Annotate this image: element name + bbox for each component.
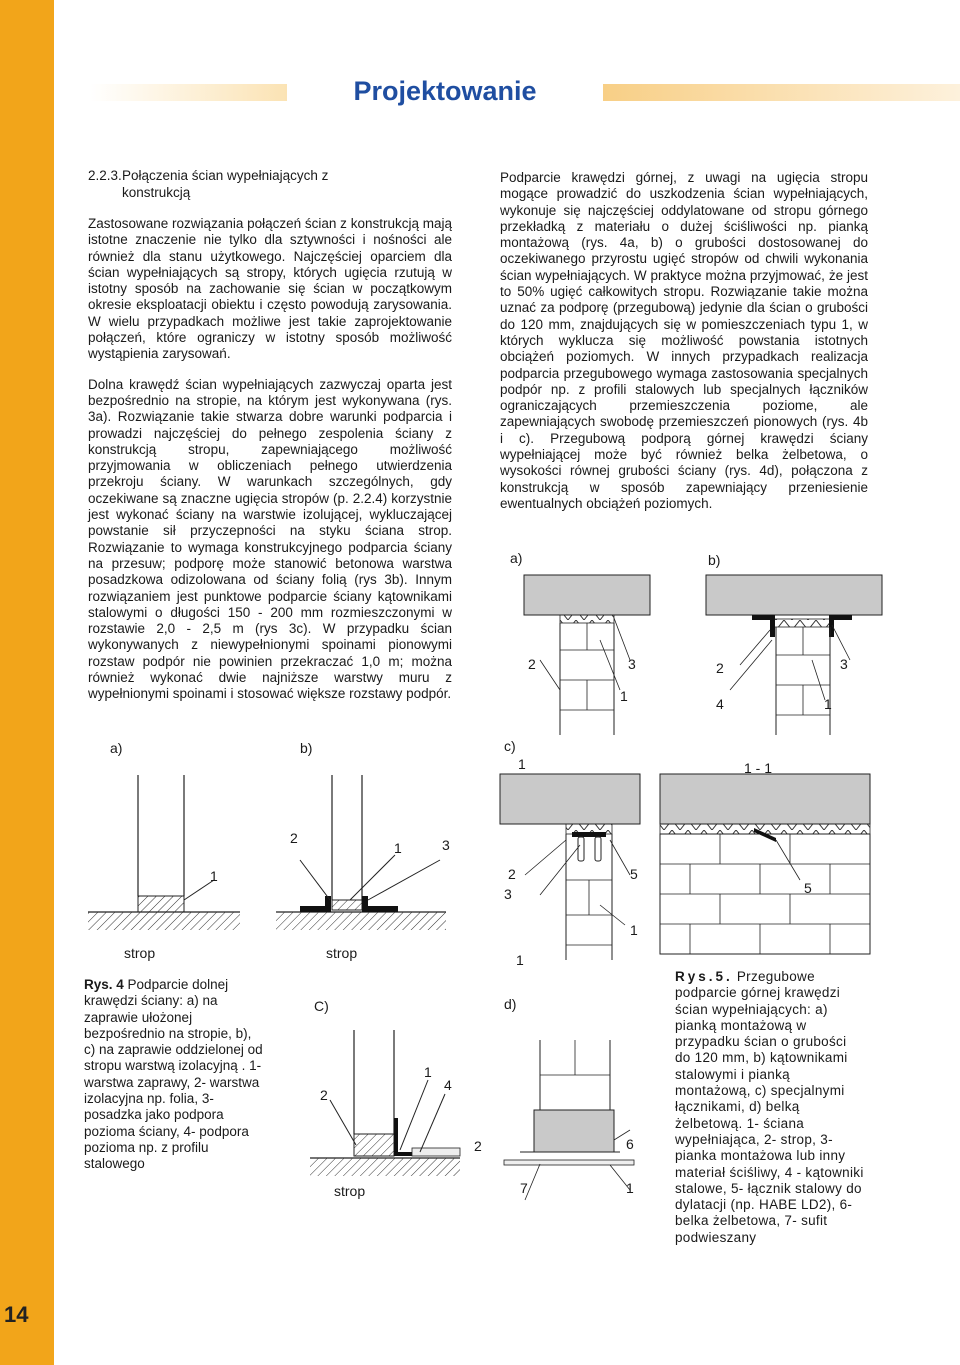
fig4b-number-2: 2 [716,660,724,676]
fig3-label-b: b) [300,740,313,756]
fig3-caption-title: Rys. 4 [84,977,124,992]
fig4c-section-label: 1 - 1 [744,760,773,776]
section-heading-line1: Połączenia ścian wypełniających z [122,168,329,183]
fig3a-number-1: 1 [210,868,218,884]
fig3c-number-1: 1 [424,1064,432,1080]
fig4c-section-number-5: 5 [804,880,812,896]
fig4a-number-3: 3 [628,656,636,672]
paragraph: Dolna krawędź ścian wypełniających zazwyczaj oparta jest bezpośrednio na stropie, na którym jest wykonywana (rys. 3a). Rozwiązanie takie stwarza dobre warunki podparcia i prowadzi najczęściej do pełnego zespolenia ściany z konstrukcją stropu, zapewniającego możliwość przyjmowania w obliczeniach pełnego utwierdzenia przekroju ściany. W warunkach szczególnych, gdy oczekiwane są znaczne ugięcia stropów (p. 2.2.4) korzystnie jest wykonać ściany na warstwie izolującej, wykluczającej powstanie sił przyczepności na styku ściana strop. Rozwiązanie to wymaga konstrukcyjnego podparcia ściany na przesuw; podporę może stanowić betonowa warstwa posadzkowa odizolowana od ściany folią (rys 3b). Innym rozwiązaniem jest punktowe podparcie ściany kątownikami stalowymi o długości 150 - 200 mm rozmieszczonymi w rozstawie 2,0 - 2,5 m (rys 3c). W przypadku ścian wykonywanych z niewypełnionymi spoinami pionowymi rozstaw podpór nie powinien przekraczać 1,0 m; można również wykonać dwie najniższe warstwy muru z wypełnionymi spoinami i stosować większe rozstawy podpór. [88,376,452,702]
fig3c-drawing [310,1030,460,1176]
page-number: 14 [4,1302,29,1327]
paragraph: Podparcie krawędzi górnej, z uwagi na ugięcia stropu mogące prowadzić do uszkodzenia ścian wypełniających, wykonuje się najczęściej oddylatowane od stropu górnego przekładką z materiału o dużej ściśliwości np. pianką montażową (rys. 4a, b) o grubości dostosowanej do oczekiwanego przyrostu ugięć stropów od chwili wykonania ścian wypełniających. W praktyce można przyjmować, że jest to 50% ugięć całkowitych stropu. Rozwiązanie takie można uznać za podporę (przegubową) jedynie dla ścian o grubości do 120 mm, znajdujących się w pomieszczeniach typu 1, w których wyklucza się możliwość powstania istotnych obciążeń poziomych. W innych przypadkach realizacja podparcia przegubowego wymaga zastosowania specjalnych podpór np. z profili stalowych lub specjalnych łączników ograniczających przemieszczenia poziome, ale zapewniających swobodę przemieszczeń pionowych (rys. 4b i c). Przegubową podporą górnej krawędzi ściany wypełniającej może być również belka żelbetowa, o wysokości równej grubości ściany (rys. 4d), połączona z konstrukcją w sposób zapewniający przeniesienie ewentualnych obciążeń poziomych. [500,170,868,511]
fig4b-drawing [706,575,882,735]
fig4a-drawing [524,575,650,735]
page-title: Projektowanie [353,76,537,106]
fig4d-number-2: 2 [474,1138,482,1154]
fig3-label-a: a) [110,740,123,756]
fig4c-number-3: 3 [504,886,512,902]
fig4d-number-1: 1 [626,1180,634,1196]
fig4b-number-4: 4 [716,696,724,712]
fig4-label-a: a) [510,550,523,566]
fig3b-number-3: 3 [442,837,450,853]
fig3c-strop-label: strop [334,1183,366,1199]
fig4-label-b: b) [708,552,721,568]
fig3b-strop-label: strop [326,945,358,961]
paragraph: Zastosowane rozwiązania połączeń ścian z konstrukcją mają istotne znaczenie nie tylko dla sztywności i nośności ale również dla stanu użytkowego. Najczęściej oparciem dla ścian wypełniających są stropy, których ugięcia rzutują w istotny sposób na zachowanie się ścian w początkowym okresie eksploatacji obiektu i często powodują zarysowania. W wielu przypadkach możliwe jest takie zaprojektowanie połączeń, które ograniczy w istotny sposób możliwość wystąpienia zarysowań. [88,216,452,362]
fig4a-number-1: 1 [620,688,628,704]
fig4b-number-3: 3 [840,656,848,672]
fig4d-number-1-top: 1 [516,952,524,968]
fig4d-drawing [504,1040,634,1200]
fig4-caption [675,969,865,1246]
fig4a-number-2: 2 [528,656,536,672]
fig4-caption-title: Rys.5. [675,969,733,984]
fig3-label-c: C) [314,998,329,1014]
fig3a-drawing [88,775,240,930]
fig4b-number-1: 1 [824,696,832,712]
fig3b-drawing [276,775,446,930]
fig3b-number-2: 2 [290,830,298,846]
fig4c-number-1b: 1 [630,922,638,938]
section-heading-line2: konstrukcją [122,185,191,200]
fig4c-number-1: 1 [518,756,526,772]
fig4d-number-6: 6 [626,1136,634,1152]
fig4c-drawing [500,774,870,960]
fig4d-number-7: 7 [520,1180,528,1196]
fig3a-strop-label: strop [124,945,156,961]
fig3-caption [84,977,266,1173]
fig4-label-c: c) [504,738,516,754]
fig4-label-d: d) [504,996,517,1012]
fig3c-number-4: 4 [444,1077,452,1093]
fig4-caption-text: Przegubowe podparcie górnej krawędzi ścian wypełniających: a) pianką montażową w przypadku ścian o grubości do 120 mm, b) kątownikami stalowymi i pianką montażową, c) specjalnymi łącznikami, d) belką żelbetową. 1- ściana wypełniająca, 2- strop, 3- pianka montażowa lub inny materiał ściśliwy, 4 - kątowniki stalowe, 5- łącznik stalowy do dylatacji (np. HABE LD2), 6- belka żelbetowa, 7- sufit podwieszany [675,969,864,1245]
fig4c-number-5: 5 [630,866,638,882]
fig3b-number-1: 1 [394,840,402,856]
fig4c-number-2: 2 [508,866,516,882]
fig3c-number-2: 2 [320,1087,328,1103]
fig3-caption-text: Podparcie dolnej krawędzi ściany: a) na zaprawie ułożonej bezpośrednio na stropie, b), c) na zaprawie oddzielonej od stropu warstwą izolacyjną . 1- warstwa zaprawy, 2- warstwa izolacyjna np. folia, 3- posadzka jako podpora pozioma ściany, 4- podpora pozioma np. z profilu stalowego [84,977,263,1172]
section-number: 2.2.3. [88,168,122,183]
